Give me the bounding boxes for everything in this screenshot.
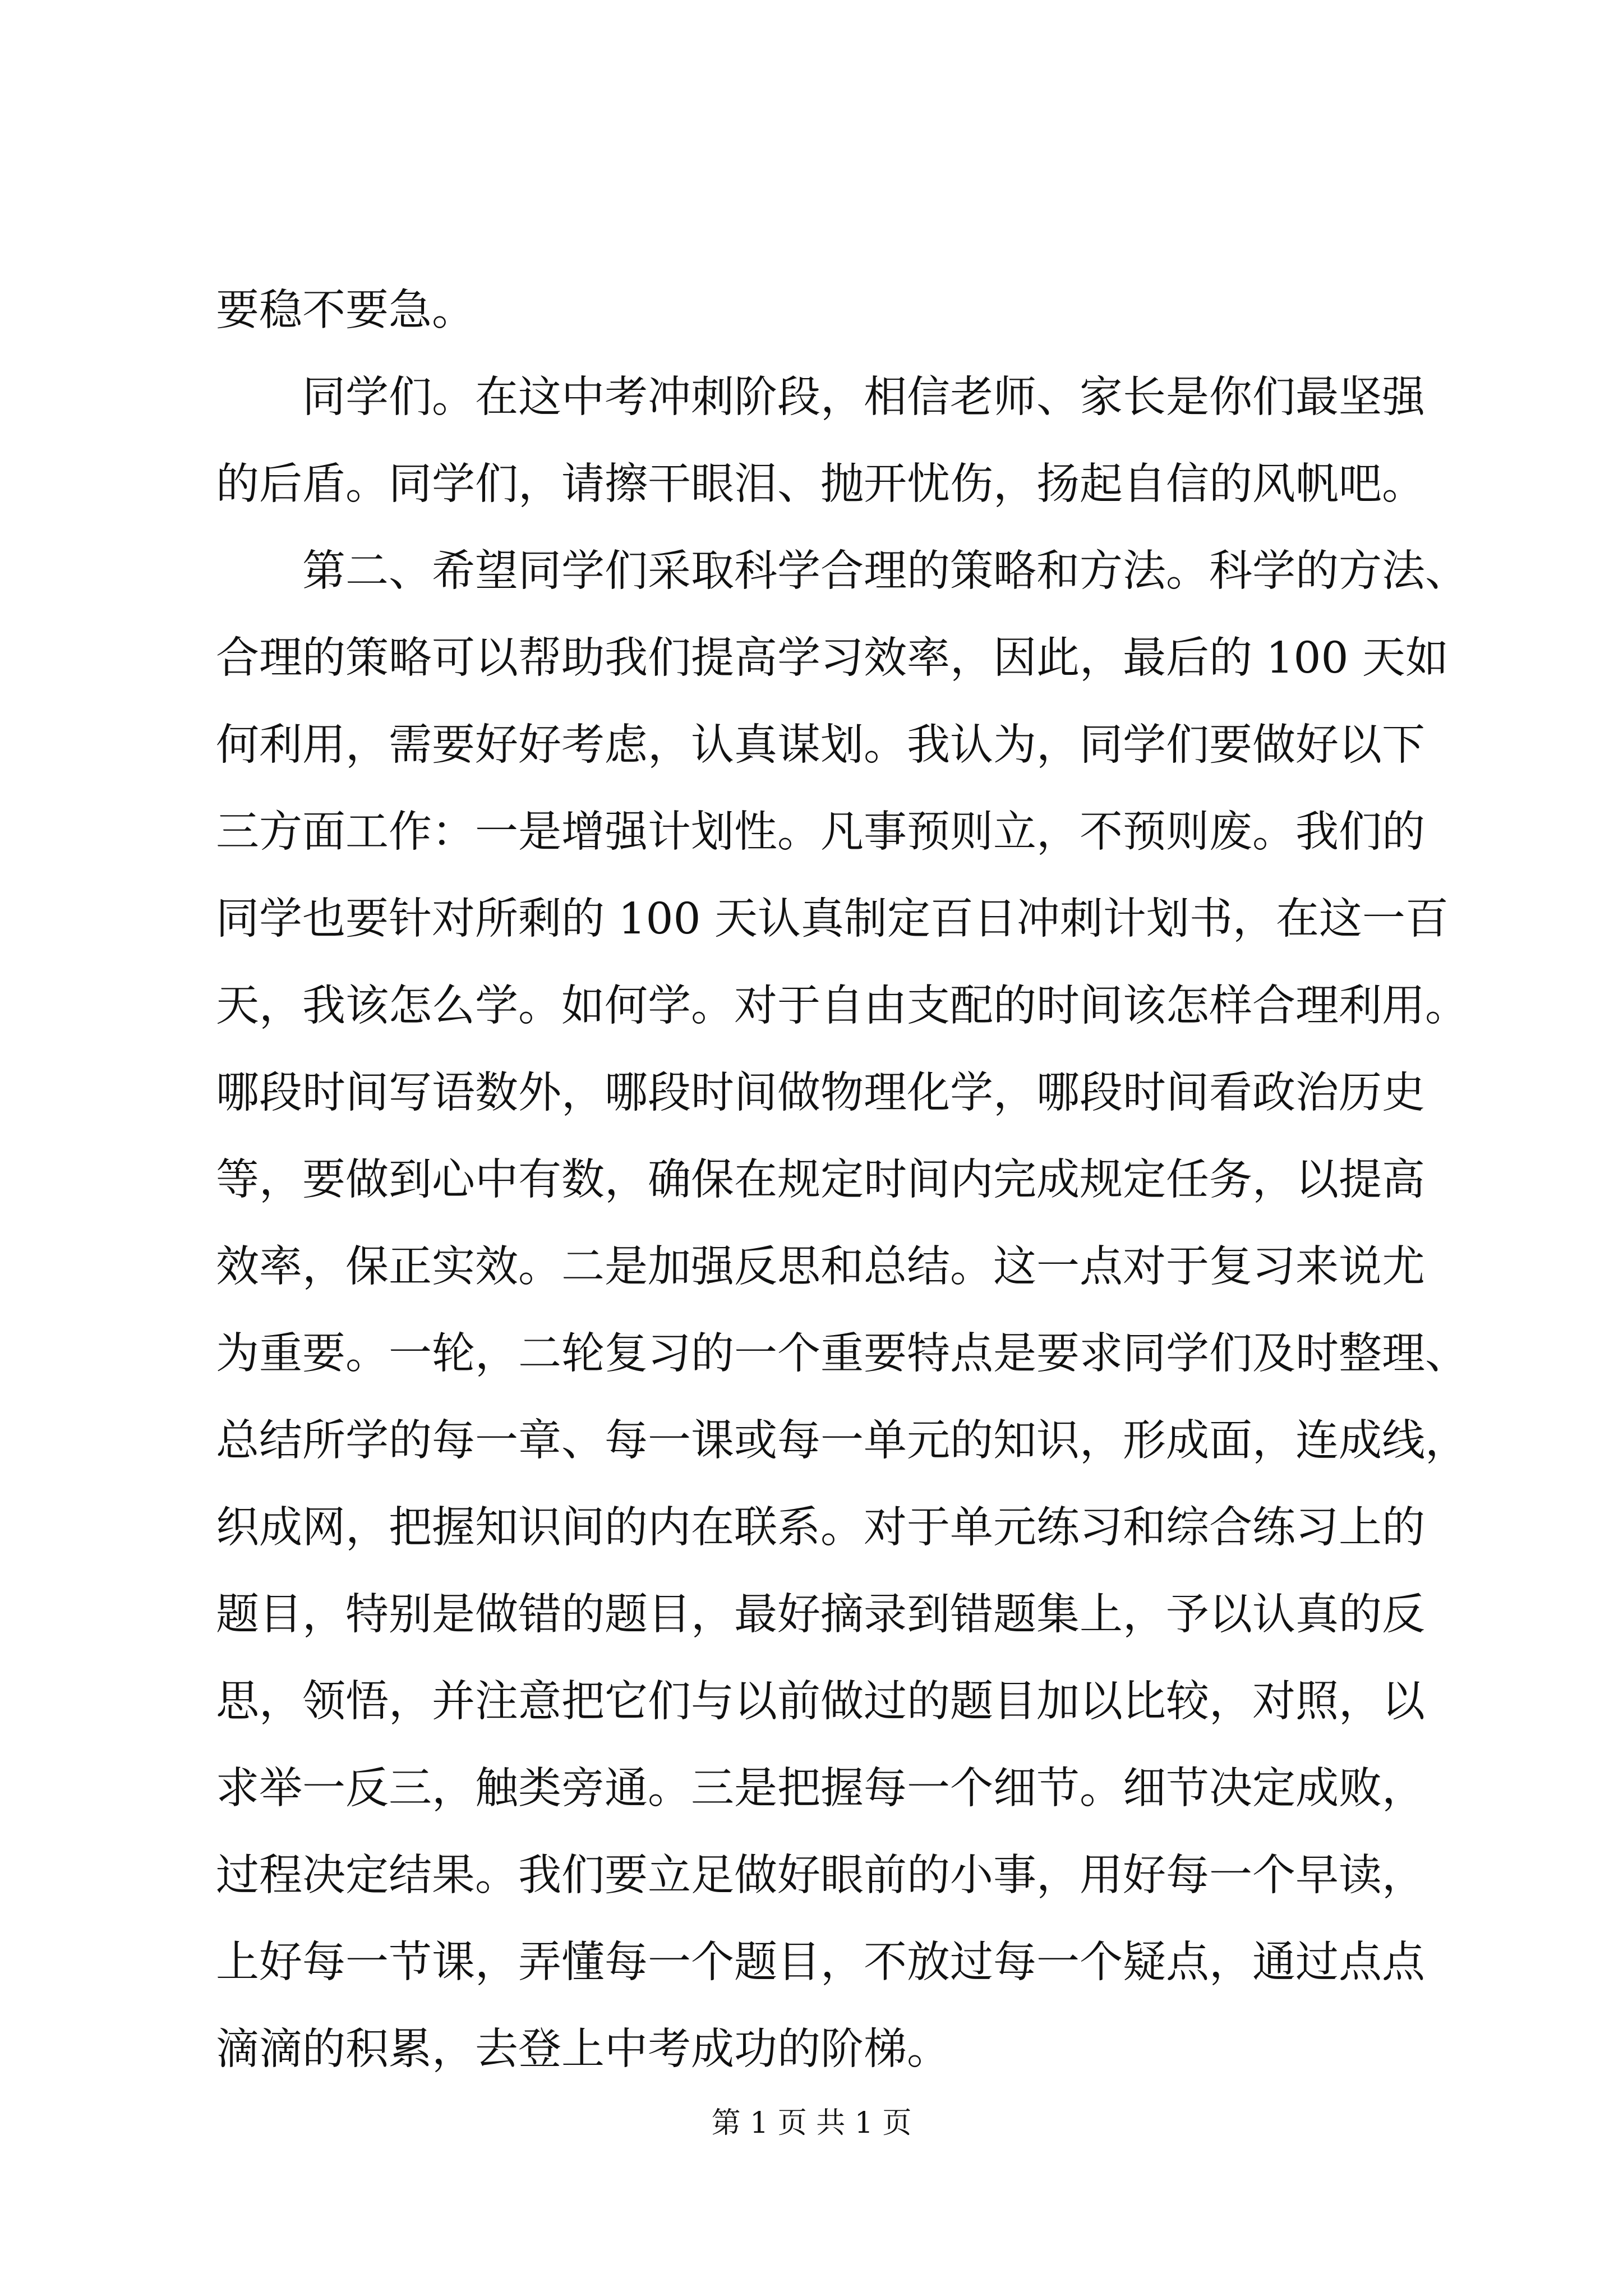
body-text (216, 267, 1468, 2093)
text-line: 天，我该怎么学。如何学。对于自由支配的时间该怎样合理利用。 (216, 981, 1468, 1031)
text-line: 三方面工作：一是增强计划性。凡事预则立，不预则废。我们的 (216, 807, 1425, 857)
text-line: 第二、希望同学们采取科学合理的策略和方法。科学的方法、 (302, 546, 1468, 596)
text-line: 等，要做到心中有数，确保在规定时间内完成规定任务，以提高 (216, 1155, 1425, 1205)
text-line: 为重要。一轮，二轮复习的一个重要特点是要求同学们及时整理、 (216, 1329, 1468, 1379)
text-line: 同学们。在这中考冲刺阶段，相信老师、家长是你们最坚强 (302, 372, 1425, 422)
text-line: 的后盾。同学们，请擦干眼泪、抛开忧伤，扬起自信的风帆吧。 (216, 459, 1425, 509)
text-line: 织成网，把握知识间的内在联系。对于单元练习和综合练习上的 (216, 1503, 1425, 1553)
text-line: 滴滴的积累，去登上中考成功的阶梯。 (216, 2024, 950, 2074)
text-line: 效率，保正实效。二是加强反思和总结。这一点对于复习来说尤 (216, 1242, 1425, 1292)
text-line: 要稳不要急。 (216, 286, 475, 335)
text-line: 总结所学的每一章、每一课或每一单元的知识，形成面，连成线， (216, 1416, 1468, 1466)
text-line: 过程决定结果。我们要立足做好眼前的小事，用好每一个早读， (216, 1851, 1425, 1901)
text-line: 合理的策略可以帮助我们提高学习效率，因此，最后的 100 天如 (216, 633, 1449, 683)
text-line: 同学也要针对所剩的 100 天认真制定百日冲刺计划书，在这一百 (216, 894, 1449, 944)
text-line: 求举一反三，触类旁通。三是把握每一个细节。细节决定成败， (216, 1764, 1425, 1814)
text-line: 何利用，需要好好考虑，认真谋划。我认为，同学们要做好以下 (216, 720, 1425, 770)
text-line: 上好每一节课，弄懂每一个题目，不放过每一个疑点，通过点点 (216, 1938, 1425, 1987)
text-line: 哪段时间写语数外，哪段时间做物理化学，哪段时间看政治历史 (216, 1068, 1425, 1118)
text-line: 题目，特别是做错的题目，最好摘录到错题集上，予以认真的反 (216, 1590, 1425, 1640)
text-line: 思，领悟，并注意把它们与以前做过的题目加以比较，对照，以 (216, 1677, 1425, 1727)
page-footer: 第 1 页 共 1 页 (711, 2106, 912, 2140)
